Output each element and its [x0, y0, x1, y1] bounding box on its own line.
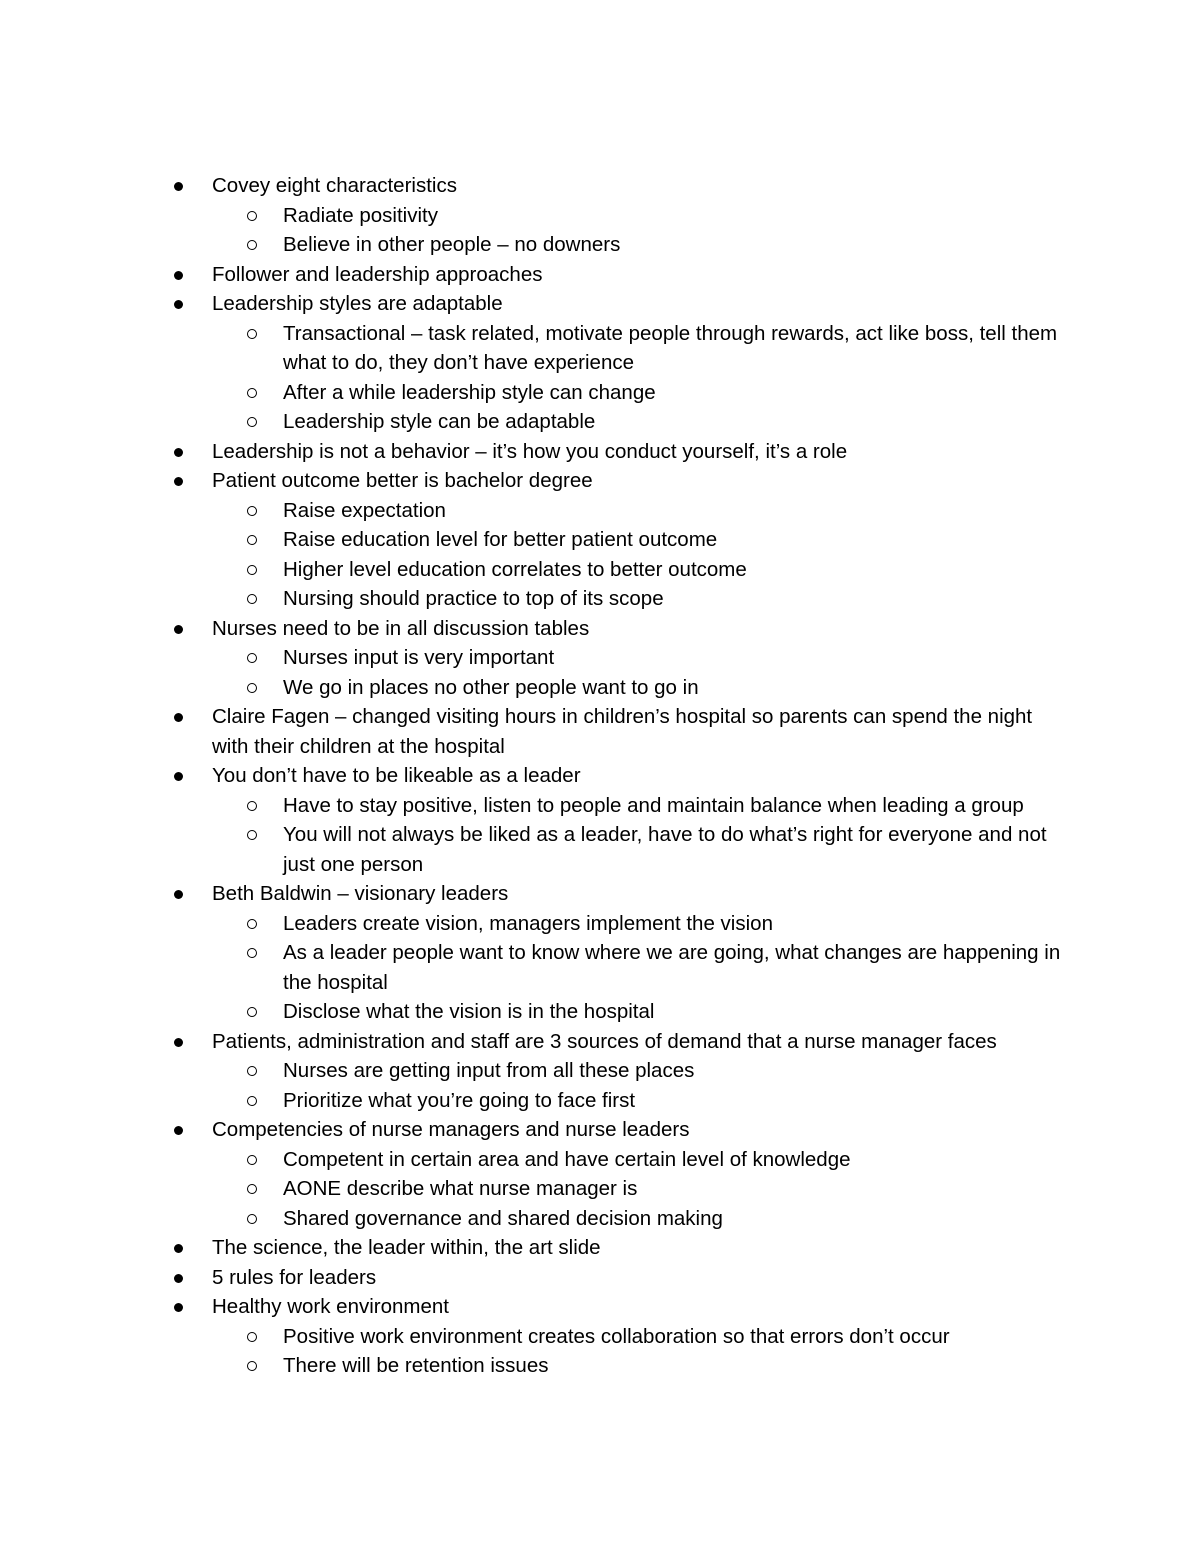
list-item-text: Nurses need to be in all discussion tables: [212, 616, 590, 640]
list-item: [0, 1115, 1200, 1233]
sub-list-item-row: [0, 1086, 1063, 1116]
filled-bullet-icon: [174, 1244, 183, 1253]
sub-list-item-row: [0, 201, 1063, 231]
sub-bullet-list: [0, 496, 1200, 614]
filled-bullet-icon: [174, 1038, 183, 1047]
sub-list-item-text: Competent in certain area and have certain level of knowledge: [283, 1147, 851, 1171]
hollow-bullet-icon: [247, 1332, 257, 1342]
hollow-bullet-icon: [247, 948, 257, 958]
sub-list-item-row: [0, 407, 1063, 437]
sub-list-item: [0, 1204, 1200, 1234]
hollow-bullet-icon: [247, 801, 257, 811]
list-item-text: Leadership is not a behavior – it’s how you conduct yourself, it’s a role: [212, 439, 848, 463]
sub-list-item-row: [0, 791, 1063, 821]
sub-bullet-list: [0, 643, 1200, 702]
list-item-text: Leadership styles are adaptable: [212, 292, 503, 315]
list-item: [0, 879, 1200, 1027]
sub-list-item-row: [0, 1056, 1063, 1086]
list-item-text: Patient outcome better is bachelor degree: [212, 469, 593, 492]
sub-list-item-row: [0, 1322, 1063, 1352]
sub-list-item-text: Believe in other people – no downers: [283, 233, 621, 256]
sub-list-item-text: Leaders create vision, managers implement the vision: [283, 911, 773, 935]
list-item-text: 5 rules for leaders: [212, 1265, 377, 1289]
hollow-bullet-icon: [247, 240, 257, 250]
sub-list-item: [0, 1174, 1200, 1204]
sub-list-item: [0, 997, 1200, 1027]
sub-list-item: [0, 820, 1200, 879]
filled-bullet-icon: [174, 300, 183, 309]
list-item: [0, 289, 1200, 437]
sub-list-item: [0, 1322, 1200, 1352]
sub-list-item: [0, 525, 1200, 555]
sub-list-item-text: Nurses input is very important: [283, 646, 555, 669]
hollow-bullet-icon: [247, 1096, 257, 1106]
list-item-row: [0, 1027, 1046, 1057]
filled-bullet-icon: [174, 448, 183, 457]
sub-list-item-text: You will not always be liked as a leader, have to do what’s right for everyone and not just one person: [283, 823, 1047, 876]
sub-list-item-row: [0, 820, 1063, 879]
list-item: [0, 171, 1200, 260]
list-item-row: [0, 260, 1046, 290]
sub-list-item: [0, 1351, 1200, 1381]
hollow-bullet-icon: [247, 388, 257, 398]
sub-bullet-list: [0, 1145, 1200, 1234]
sub-list-item-text: Raise education level for better patient outcome: [283, 528, 718, 551]
sub-list-item: [0, 555, 1200, 585]
list-item-row: [0, 1233, 1046, 1263]
sub-list-item: [0, 407, 1200, 437]
sub-list-item: [0, 496, 1200, 526]
list-item-text: Follower and leadership approaches: [212, 262, 543, 286]
list-item-text: Beth Baldwin – visionary leaders: [212, 882, 509, 905]
list-item: [0, 761, 1200, 879]
sub-list-item-row: [0, 643, 1063, 673]
list-item: [0, 1027, 1200, 1116]
sub-list-item-row: [0, 1204, 1063, 1234]
sub-bullet-list: [0, 791, 1200, 880]
sub-list-item-row: [0, 230, 1063, 260]
sub-list-item: [0, 909, 1200, 939]
list-item-row: [0, 761, 1046, 791]
sub-list-item: [0, 378, 1200, 408]
sub-list-item-row: [0, 1174, 1063, 1204]
list-item: [0, 466, 1200, 614]
filled-bullet-icon: [174, 890, 183, 899]
sub-list-item-text: Shared governance and shared decision making: [283, 1206, 723, 1230]
sub-list-item-text: Raise expectation: [283, 498, 446, 522]
hollow-bullet-icon: [247, 417, 257, 427]
sub-bullet-list: [0, 909, 1200, 1027]
sub-list-item-text: Radiate positivity: [283, 203, 438, 227]
hollow-bullet-icon: [247, 565, 257, 575]
hollow-bullet-icon: [247, 329, 257, 339]
sub-list-item-row: [0, 584, 1063, 614]
list-item-row: [0, 1263, 1046, 1293]
sub-list-item-text: Nursing should practice to top of its scope: [283, 587, 664, 610]
sub-list-item-text: As a leader people want to know where we are going, what changes are happening in the hospital: [283, 941, 1061, 994]
sub-list-item: [0, 1145, 1200, 1175]
hollow-bullet-icon: [247, 211, 257, 221]
list-item-row: [0, 879, 1046, 909]
list-item-row: [0, 1115, 1046, 1145]
sub-bullet-list: [0, 201, 1200, 260]
sub-list-item: [0, 201, 1200, 231]
filled-bullet-icon: [174, 271, 183, 280]
sub-list-item-row: [0, 319, 1063, 378]
list-item-row: [0, 289, 1046, 319]
hollow-bullet-icon: [247, 535, 257, 545]
sub-list-item-row: [0, 673, 1063, 703]
sub-bullet-list: [0, 1056, 1200, 1115]
sub-list-item: [0, 319, 1200, 378]
list-item-text: The science, the leader within, the art slide: [212, 1236, 601, 1259]
sub-bullet-list: [0, 319, 1200, 437]
hollow-bullet-icon: [247, 506, 257, 516]
sub-list-item-text: Nurses are getting input from all these places: [283, 1059, 695, 1082]
sub-list-item-text: Higher level education correlates to better outcome: [283, 557, 747, 581]
hollow-bullet-icon: [247, 1007, 257, 1017]
list-item-row: [0, 702, 1046, 761]
list-item-text: Competencies of nurse managers and nurse leaders: [212, 1118, 690, 1141]
list-item-text: Covey eight characteristics: [212, 174, 457, 197]
hollow-bullet-icon: [247, 1361, 257, 1371]
sub-list-item-text: After a while leadership style can change: [283, 380, 656, 404]
hollow-bullet-icon: [247, 683, 257, 693]
sub-list-item: [0, 673, 1200, 703]
sub-list-item-row: [0, 555, 1063, 585]
list-item-row: [0, 171, 1046, 201]
list-item: [0, 614, 1200, 703]
list-item: [0, 260, 1200, 290]
filled-bullet-icon: [174, 1274, 183, 1283]
document-page: [0, 171, 1200, 1381]
hollow-bullet-icon: [247, 919, 257, 929]
sub-bullet-list: [0, 1322, 1200, 1381]
list-item-row: [0, 437, 1046, 467]
sub-list-item: [0, 643, 1200, 673]
filled-bullet-icon: [174, 1303, 183, 1312]
sub-list-item-text: Disclose what the vision is in the hospital: [283, 1000, 655, 1023]
sub-list-item: [0, 1056, 1200, 1086]
sub-list-item-row: [0, 496, 1063, 526]
sub-list-item-text: There will be retention issues: [283, 1354, 549, 1377]
list-item: [0, 437, 1200, 467]
hollow-bullet-icon: [247, 1214, 257, 1224]
filled-bullet-icon: [174, 772, 183, 781]
list-item-row: [0, 466, 1046, 496]
sub-list-item-text: Positive work environment creates collaboration so that errors don’t occur: [283, 1324, 950, 1348]
sub-list-item-row: [0, 525, 1063, 555]
list-item: [0, 1263, 1200, 1293]
sub-list-item-text: AONE describe what nurse manager is: [283, 1177, 638, 1200]
sub-list-item: [0, 938, 1200, 997]
list-item-row: [0, 1292, 1046, 1322]
list-item: [0, 1233, 1200, 1263]
filled-bullet-icon: [174, 477, 183, 486]
sub-list-item-row: [0, 1351, 1063, 1381]
filled-bullet-icon: [174, 713, 183, 722]
sub-list-item: [0, 791, 1200, 821]
sub-list-item-row: [0, 997, 1063, 1027]
sub-list-item-row: [0, 909, 1063, 939]
hollow-bullet-icon: [247, 594, 257, 604]
hollow-bullet-icon: [247, 1066, 257, 1076]
filled-bullet-icon: [174, 1126, 183, 1135]
sub-list-item-text: Have to stay positive, listen to people and maintain balance when leading a group: [283, 793, 1024, 817]
list-item-text: Claire Fagen – changed visiting hours in children’s hospital so parents can spend the night with their children at the hospital: [212, 705, 1033, 758]
list-item-text: Healthy work environment: [212, 1295, 449, 1318]
sub-list-item-text: We go in places no other people want to go in: [283, 675, 699, 699]
hollow-bullet-icon: [247, 1155, 257, 1165]
list-item-text: You don’t have to be likeable as a leader: [212, 764, 581, 787]
sub-list-item-row: [0, 378, 1063, 408]
filled-bullet-icon: [174, 625, 183, 634]
hollow-bullet-icon: [247, 1184, 257, 1194]
list-item-text: Patients, administration and staff are 3 sources of demand that a nurse manager faces: [212, 1029, 997, 1053]
list-item: [0, 702, 1200, 761]
sub-list-item: [0, 1086, 1200, 1116]
sub-list-item: [0, 230, 1200, 260]
sub-list-item-row: [0, 938, 1063, 997]
sub-list-item: [0, 584, 1200, 614]
sub-list-item-text: Leadership style can be adaptable: [283, 410, 596, 433]
list-item: [0, 1292, 1200, 1381]
sub-list-item-text: Prioritize what you’re going to face first: [283, 1088, 636, 1112]
hollow-bullet-icon: [247, 830, 257, 840]
sub-list-item-text: Transactional – task related, motivate people through rewards, act like boss, tell them what to do, they don’t have experience: [283, 321, 1058, 374]
hollow-bullet-icon: [247, 653, 257, 663]
list-item-row: [0, 614, 1046, 644]
sub-list-item-row: [0, 1145, 1063, 1175]
bullet-list: [0, 171, 1200, 1381]
filled-bullet-icon: [174, 182, 183, 191]
